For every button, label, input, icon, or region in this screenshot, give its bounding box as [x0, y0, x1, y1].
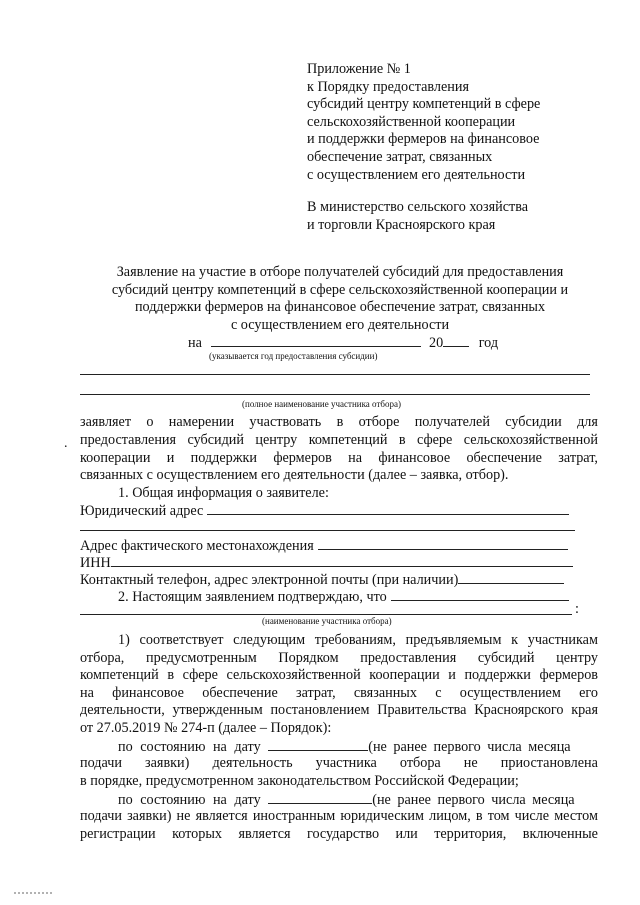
item1-line	[80, 685, 598, 702]
addressee-line: и торговли Красноярского края	[307, 216, 496, 233]
word: отбора,	[80, 650, 125, 666]
actual-address-field[interactable]	[318, 537, 568, 550]
word: регистрации	[80, 826, 156, 842]
req1-line	[80, 755, 598, 772]
word: получателей	[414, 414, 490, 430]
word: не	[176, 808, 191, 824]
annex-line: сельскохозяйственной кооперации	[307, 113, 516, 130]
word: сфере	[182, 667, 218, 683]
word: субсидии	[505, 414, 562, 430]
word: затрат,	[558, 450, 598, 466]
word: к	[511, 632, 519, 648]
word: сфере	[416, 432, 453, 448]
word: финансовое	[112, 685, 184, 701]
word: компетенций	[80, 667, 159, 683]
word: заявки)	[127, 808, 172, 824]
item1-line	[118, 632, 598, 649]
intro-line	[80, 450, 598, 467]
word: 1)	[118, 632, 130, 648]
actual-address-row	[80, 537, 568, 555]
word: предоставления	[80, 432, 177, 448]
word: затрат,	[296, 685, 336, 701]
word: центру	[556, 650, 598, 666]
req1-first-b: (не ранее первого числа месяца	[368, 739, 571, 755]
word: иностранным	[252, 808, 336, 824]
title-line: субсидий центру компетенций в сфере сельскохозяйственной кооперации и	[111, 281, 569, 298]
inn-field[interactable]	[111, 554, 573, 567]
word: которых	[172, 826, 222, 842]
word: заявки)	[145, 755, 190, 771]
intro-line	[80, 414, 598, 431]
word: участника	[315, 755, 377, 771]
word: фермеров	[539, 667, 598, 683]
word: постановлением	[270, 702, 370, 718]
scan-artifact-icon	[14, 890, 54, 896]
word: утвержденным	[172, 702, 263, 718]
annex-line: с осуществлением его деятельности	[307, 166, 526, 183]
title-line: с осуществлением его деятельности	[230, 316, 450, 333]
word: государство	[307, 826, 380, 842]
section2-colon: :	[575, 601, 579, 617]
word: следующим	[233, 632, 306, 648]
word: в	[336, 414, 344, 430]
legal-address-label: Юридический адрес	[80, 503, 204, 519]
participant-full-hint: (полное наименование участника отбора)	[242, 399, 401, 409]
word: и	[448, 667, 456, 683]
word: Порядком	[278, 650, 339, 666]
item1-line	[80, 667, 598, 684]
req2-line	[80, 826, 598, 843]
participant-field[interactable]	[80, 614, 572, 615]
req2-line	[80, 808, 598, 825]
inn-label: ИНН	[80, 555, 111, 571]
word: участвовать	[249, 414, 322, 430]
annex-header	[307, 61, 607, 184]
word: обеспечение	[466, 450, 542, 466]
contacts-label: Контактный телефон, адрес электронной почты (при наличии)	[80, 572, 459, 588]
annex-line: субсидий центру компетенций в сфере	[307, 96, 541, 113]
word: компетенций	[308, 432, 388, 448]
word: лицом,	[429, 808, 471, 824]
legal-address-field-2[interactable]	[80, 530, 575, 531]
participant-name-field-2[interactable]	[80, 394, 590, 395]
word: на	[80, 685, 94, 701]
contacts-row	[80, 571, 564, 589]
req2-date-field[interactable]	[268, 791, 372, 804]
req1-first-a: по состоянию на дату	[118, 739, 261, 755]
word: кооперации	[80, 450, 151, 466]
word: в	[167, 667, 175, 683]
word: деятельности,	[80, 702, 165, 718]
addressee-line: В министерство сельского хозяйства	[307, 199, 529, 215]
year-suffix: год	[478, 335, 499, 351]
word: является	[195, 808, 248, 824]
word: о	[146, 414, 154, 430]
word: поддержки	[464, 667, 531, 683]
word: отбора	[399, 755, 441, 771]
word: для	[577, 414, 598, 430]
req2-first-row	[118, 791, 575, 809]
req2-first-b: (не ранее первого числа месяца	[372, 792, 575, 808]
word: сельскохозяйственной	[226, 667, 361, 683]
actual-address-label: Адрес фактического местонахождения	[80, 538, 314, 554]
word: предъявляемым	[405, 632, 502, 648]
intro-line	[80, 432, 598, 449]
word: является	[238, 826, 291, 842]
annex-line: и поддержки фермеров на финансовое	[307, 131, 540, 148]
word: или	[395, 826, 418, 842]
word: в	[475, 808, 483, 824]
year-period-field[interactable]	[211, 334, 421, 347]
word: деятельность	[212, 755, 293, 771]
title-line: поддержки фермеров на финансовое обеспечение затрат, связанных	[134, 299, 546, 316]
word: предоставления	[360, 650, 457, 666]
word: края	[571, 702, 598, 718]
legal-address-row	[80, 502, 569, 520]
year-century: 20	[428, 335, 444, 351]
legal-address-field[interactable]	[207, 502, 569, 515]
word: включенные	[522, 826, 598, 842]
req1-date-field[interactable]	[268, 738, 368, 751]
word: и	[166, 450, 175, 466]
word: намерении	[168, 414, 235, 430]
year-hint: (указывается год предоставления субсидии)	[209, 351, 378, 361]
word: субсидий	[477, 650, 535, 666]
item1-line	[80, 650, 598, 667]
word: предусмотренным	[146, 650, 257, 666]
word: подачи	[80, 808, 122, 824]
word: связанных	[353, 685, 417, 701]
word: его	[579, 685, 598, 701]
year-prefix: на	[188, 335, 202, 351]
word: юридическим	[340, 808, 424, 824]
word: участникам	[527, 632, 598, 648]
word: с	[435, 685, 442, 701]
word: местом	[554, 808, 598, 824]
req1-last-line: в порядке, предусмотренном законодательством Российской Федерации;	[80, 773, 519, 789]
word: территория,	[434, 826, 507, 842]
word: финансовое	[378, 450, 451, 466]
word: в	[398, 432, 406, 448]
word: заявляет	[80, 414, 132, 430]
word: центру	[255, 432, 298, 448]
word: соответствует	[139, 632, 224, 648]
word: кооперации	[369, 667, 440, 683]
margin-dot: .	[64, 436, 68, 451]
document-title	[80, 264, 600, 334]
section2-field[interactable]	[391, 588, 569, 601]
word: поддержки	[190, 450, 258, 466]
participant-hint: (наименование участника отбора)	[262, 616, 392, 626]
word: числе	[514, 808, 550, 824]
word: приостановлена	[500, 755, 598, 771]
word: требованиям,	[314, 632, 396, 648]
contacts-field[interactable]	[458, 571, 564, 584]
addressee	[307, 199, 528, 234]
word: на	[348, 450, 363, 466]
word: отборе	[358, 414, 400, 430]
year-digits-field[interactable]	[443, 334, 469, 347]
inn-row	[80, 554, 573, 572]
req1-first-row	[118, 738, 571, 756]
participant-name-field[interactable]	[80, 374, 590, 375]
item1-line	[80, 702, 598, 719]
item1-last-line: от 27.05.2019 № 274-п (далее – Порядок):	[80, 720, 332, 736]
word: Правительства	[377, 702, 467, 718]
word: осуществлением	[459, 685, 561, 701]
intro-last-line: связанных с осуществлением его деятельности (далее – заявка, отбор).	[80, 467, 509, 483]
section2-row	[118, 588, 569, 606]
annex-line: Приложение № 1	[307, 61, 411, 77]
section1-heading: 1. Общая информация о заявителе:	[118, 485, 329, 501]
word: том	[487, 808, 510, 824]
word: обеспечение	[202, 685, 278, 701]
word: субсидий	[187, 432, 244, 448]
year-line	[188, 334, 498, 352]
word: подачи	[80, 755, 122, 771]
title-line: Заявление на участие в отборе получателей субсидий для предоставления	[116, 264, 564, 280]
section2-heading: 2. Настоящим заявлением подтверждаю, что	[118, 589, 387, 605]
word: сельскохозяйственной	[463, 432, 598, 448]
word: не	[463, 755, 478, 771]
annex-line: обеспечение затрат, связанных	[307, 148, 493, 165]
req2-first-a: по состоянию на дату	[118, 792, 261, 808]
annex-line: к Порядку предоставления	[307, 78, 469, 95]
word: Красноярского	[474, 702, 564, 718]
word: фермеров	[273, 450, 332, 466]
